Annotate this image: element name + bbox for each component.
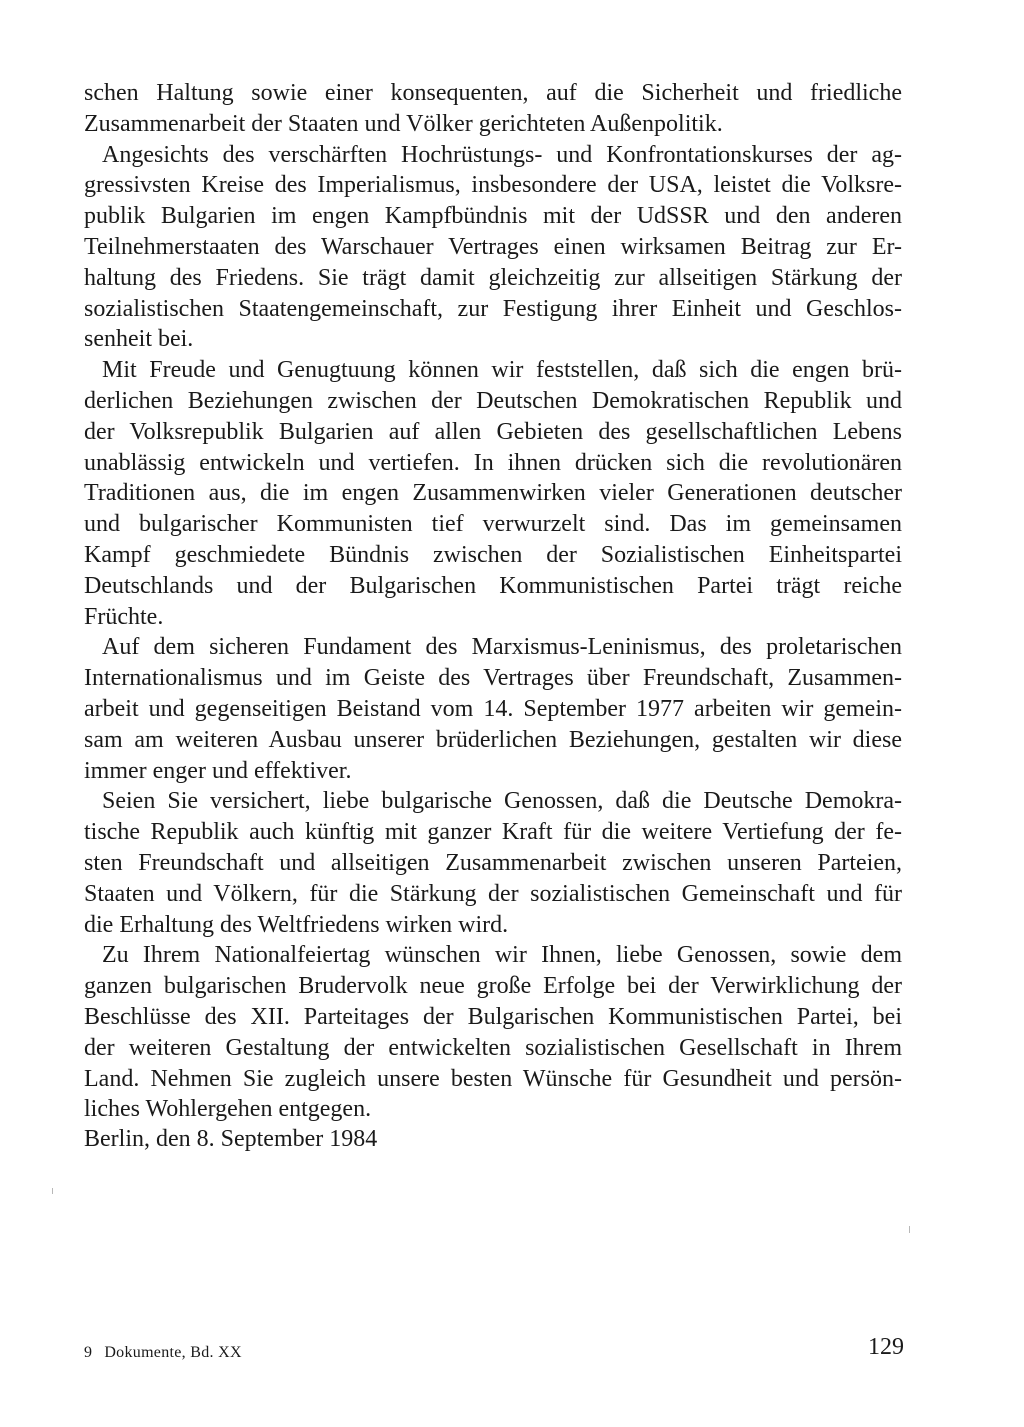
text-line: schen Haltung sowie einer konsequenten, auf die Sicherheit und friedliche	[84, 80, 902, 106]
text-line: der weiteren Gestaltung der entwickelten sozialistischen Gesellschaft in Ihrem	[84, 1034, 902, 1061]
text-line: und bulgarischer Kommunisten tief verwurzelt sind. Das im gemeinsamen	[84, 511, 902, 538]
scan-speck	[909, 1226, 910, 1233]
paragraph	[84, 78, 902, 140]
page-number: 129	[868, 1334, 904, 1360]
text-line: Deutschlands und der Bulgarischen Kommunistischen Partei trägt reiche	[84, 572, 902, 599]
text-line: Zusammenarbeit der Staaten und Völker gerichteten Außenpolitik.	[84, 110, 723, 137]
paragraph	[84, 632, 902, 786]
text-line: Angesichts des verschärften Hochrüstungs- und Konfrontationskurses der ag-	[102, 141, 902, 168]
text-line: liches Wohlergehen entgegen.	[84, 1096, 372, 1123]
text-line: ganzen bulgarischen Brudervolk neue große Erfolge bei der Verwirklichung der	[84, 973, 902, 1000]
text-line: Teilnehmerstaaten des Warschauer Vertrages einen wirksamen Beitrag zur Er-	[84, 233, 902, 260]
body-text	[84, 78, 902, 1125]
paragraph	[84, 786, 902, 940]
paragraph	[84, 940, 902, 1125]
signature-number: 9	[84, 1344, 93, 1361]
paragraph	[84, 140, 902, 356]
text-line: haltung des Friedens. Sie trägt damit gleichzeitig zur allseitigen Stärkung der	[84, 264, 902, 291]
text-line: Auf dem sicheren Fundament des Marxismus-Leninismus, des proletarischen	[102, 634, 902, 661]
text-line: Seien Sie versichert, liebe bulgarische Genossen, daß die Deutsche Demokra-	[102, 788, 902, 815]
text-line: der Volksrepublik Bulgarien auf allen Gebieten des gesellschaftlichen Lebens	[84, 418, 902, 445]
text-line: senheit bei.	[84, 326, 194, 353]
signature-title: Dokumente, Bd. XX	[104, 1344, 242, 1361]
text-line: Kampf geschmiedete Bündnis zwischen der Sozialistischen Einheitspartei	[84, 541, 902, 568]
text-line: immer enger und effektiver.	[84, 757, 352, 784]
text-line: publik Bulgarien im engen Kampfbündnis mit der UdSSR und den anderen	[84, 203, 902, 230]
text-line: Zu Ihrem Nationalfeiertag wünschen wir Ihnen, liebe Genossen, sowie dem	[102, 942, 902, 969]
text-line: Beschlüsse des XII. Parteitages der Bulgarischen Kommunistischen Partei, bei	[84, 1003, 902, 1030]
text-line: sam am weiteren Ausbau unserer brüderlichen Beziehungen, gestalten wir diese	[84, 726, 902, 753]
text-line: die Erhaltung des Weltfriedens wirken wird.	[84, 911, 509, 938]
text-line: Internationalismus und im Geiste des Vertrages über Freundschaft, Zusammen-	[84, 665, 902, 692]
text-line: unablässig entwickeln und vertiefen. In ihnen drücken sich die revolutionären	[84, 449, 902, 476]
text-line: sten Freundschaft und allseitigen Zusammenarbeit zwischen unseren Parteien,	[84, 849, 902, 876]
text-line: Staaten und Völkern, für die Stärkung der sozialistischen Gemeinschaft und für	[84, 880, 902, 907]
text-line: Mit Freude und Genugtuung können wir feststellen, daß sich die engen brü-	[102, 357, 902, 384]
printer-signature	[84, 1343, 242, 1363]
text-line: Traditionen aus, die im engen Zusammenwirken vieler Generationen deutscher	[84, 480, 902, 507]
text-line: gressivsten Kreise des Imperialismus, insbesondere der USA, leistet die Volksre-	[84, 172, 902, 199]
text-line: Land. Nehmen Sie zugleich unsere besten Wünsche für Gesundheit und persön-	[84, 1065, 902, 1092]
text-line: Früchte.	[84, 603, 164, 630]
text-line: arbeit und gegenseitigen Beistand vom 14. September 1977 arbeiten wir gemein-	[84, 695, 902, 722]
text-line: tische Republik auch künftig mit ganzer Kraft für die weitere Vertiefung der fe-	[84, 819, 902, 846]
scan-speck	[52, 1188, 53, 1194]
paragraph	[84, 355, 902, 632]
dateline: Berlin, den 8. September 1984	[84, 1126, 378, 1152]
text-line: sozialistischen Staatengemeinschaft, zur Festigung ihrer Einheit und Geschlos-	[84, 295, 902, 322]
text-line: derlichen Beziehungen zwischen der Deutschen Demokratischen Republik und	[84, 387, 902, 414]
